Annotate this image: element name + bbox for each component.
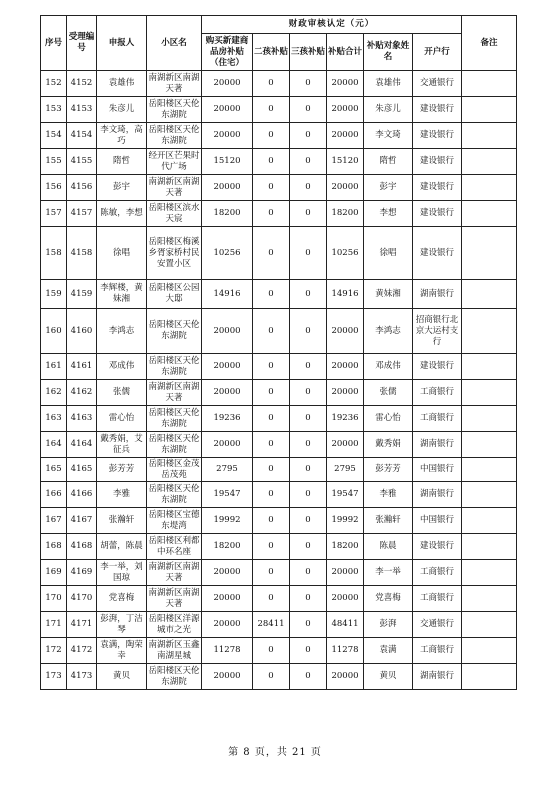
row-recipient: 李文琦 <box>364 123 413 149</box>
row-recipient: 彭芳芳 <box>364 458 413 482</box>
row-remark <box>462 534 517 560</box>
row-accept-no: 4156 <box>67 175 97 201</box>
row-third-child: 0 <box>290 458 327 482</box>
row-accept-no: 4169 <box>67 560 97 586</box>
row-new-house-subsidy: 10256 <box>202 227 253 280</box>
row-bank: 工商银行 <box>413 586 462 612</box>
row-applicant: 张瀚轩 <box>97 508 147 534</box>
row-remark <box>462 354 517 380</box>
row-total: 20000 <box>327 560 364 586</box>
row-bank: 招商银行北京大运村支行 <box>413 309 462 354</box>
row-accept-no: 4168 <box>67 534 97 560</box>
row-seq: 157 <box>41 201 67 227</box>
row-bank: 建设银行 <box>413 149 462 175</box>
row-second-child: 0 <box>253 458 290 482</box>
row-seq: 154 <box>41 123 67 149</box>
row-accept-no: 4157 <box>67 201 97 227</box>
row-applicant: 袁满，陶荣幸 <box>97 638 147 664</box>
row-third-child: 0 <box>290 309 327 354</box>
row-remark <box>462 560 517 586</box>
row-third-child: 0 <box>290 380 327 406</box>
row-community: 岳阳楼区利都中环名座 <box>147 534 202 560</box>
row-community: 南湖新区南湖天著 <box>147 380 202 406</box>
row-applicant: 党喜梅 <box>97 586 147 612</box>
row-total: 10256 <box>327 227 364 280</box>
table-row <box>41 201 517 227</box>
table-row <box>41 227 517 280</box>
row-total: 14916 <box>327 280 364 309</box>
row-third-child: 0 <box>290 432 327 458</box>
row-community: 岳阳楼区天伦东湖院 <box>147 309 202 354</box>
table-row <box>41 508 517 534</box>
row-community: 经开区芒果时代广场 <box>147 149 202 175</box>
row-total: 11278 <box>327 638 364 664</box>
row-third-child: 0 <box>290 508 327 534</box>
row-total: 2795 <box>327 458 364 482</box>
row-seq: 168 <box>41 534 67 560</box>
row-total: 20000 <box>327 175 364 201</box>
row-bank: 建设银行 <box>413 354 462 380</box>
header-remark: 备注 <box>462 16 517 71</box>
row-total: 20000 <box>327 309 364 354</box>
row-remark <box>462 280 517 309</box>
row-accept-no: 4152 <box>67 71 97 97</box>
row-community: 岳阳楼区天伦东湖院 <box>147 482 202 508</box>
row-new-house-subsidy: 20000 <box>202 380 253 406</box>
header-financial-review: 财政审核认定（元） <box>202 16 462 34</box>
row-accept-no: 4170 <box>67 586 97 612</box>
row-third-child: 0 <box>290 71 327 97</box>
row-remark <box>462 71 517 97</box>
row-seq: 167 <box>41 508 67 534</box>
row-recipient: 朱彦儿 <box>364 97 413 123</box>
table-row <box>41 309 517 354</box>
row-seq: 152 <box>41 71 67 97</box>
table-row <box>41 71 517 97</box>
table-row <box>41 280 517 309</box>
row-recipient: 黄贝 <box>364 664 413 690</box>
row-remark <box>462 149 517 175</box>
row-community: 南湖新区南湖天著 <box>147 586 202 612</box>
row-recipient: 袁满 <box>364 638 413 664</box>
row-recipient: 张儒 <box>364 380 413 406</box>
row-seq: 164 <box>41 432 67 458</box>
row-recipient: 李鸿志 <box>364 309 413 354</box>
row-community: 岳阳楼区天伦东湖院 <box>147 97 202 123</box>
table-row <box>41 534 517 560</box>
row-bank: 建设银行 <box>413 534 462 560</box>
table-row <box>41 97 517 123</box>
row-applicant: 彭宇 <box>97 175 147 201</box>
row-second-child: 0 <box>253 406 290 432</box>
row-community: 南湖新区南湖天著 <box>147 175 202 201</box>
row-seq: 155 <box>41 149 67 175</box>
row-community: 岳阳楼区宝德东堤湾 <box>147 508 202 534</box>
row-third-child: 0 <box>290 664 327 690</box>
row-remark <box>462 175 517 201</box>
row-community: 岳阳楼区洋源城市之光 <box>147 612 202 638</box>
row-applicant: 徐唱 <box>97 227 147 280</box>
row-recipient: 雷心怡 <box>364 406 413 432</box>
row-second-child: 0 <box>253 586 290 612</box>
row-new-house-subsidy: 15120 <box>202 149 253 175</box>
header-seq: 序号 <box>41 16 67 71</box>
header-new-house-subsidy: 购买新建商品房补贴（住宅） <box>202 34 253 71</box>
row-new-house-subsidy: 20000 <box>202 71 253 97</box>
row-remark <box>462 309 517 354</box>
row-total: 19236 <box>327 406 364 432</box>
row-recipient: 邓成伟 <box>364 354 413 380</box>
row-recipient: 戴秀娟 <box>364 432 413 458</box>
row-second-child: 0 <box>253 280 290 309</box>
row-community: 岳阳楼区天伦东湖院 <box>147 664 202 690</box>
row-new-house-subsidy: 11278 <box>202 638 253 664</box>
row-applicant: 雷心怡 <box>97 406 147 432</box>
row-new-house-subsidy: 14916 <box>202 280 253 309</box>
row-new-house-subsidy: 19992 <box>202 508 253 534</box>
row-second-child: 0 <box>253 123 290 149</box>
row-bank: 交通银行 <box>413 71 462 97</box>
row-applicant: 李鸿志 <box>97 309 147 354</box>
row-seq: 163 <box>41 406 67 432</box>
row-remark <box>462 638 517 664</box>
row-accept-no: 4160 <box>67 309 97 354</box>
row-remark <box>462 201 517 227</box>
row-applicant: 袁雄伟 <box>97 71 147 97</box>
row-bank: 建设银行 <box>413 201 462 227</box>
table-row <box>41 458 517 482</box>
row-total: 19547 <box>327 482 364 508</box>
row-accept-no: 4167 <box>67 508 97 534</box>
row-accept-no: 4173 <box>67 664 97 690</box>
row-recipient: 彭湃 <box>364 612 413 638</box>
row-remark <box>462 97 517 123</box>
row-applicant: 彭芳芳 <box>97 458 147 482</box>
table-row <box>41 638 517 664</box>
row-community: 岳阳楼区天伦东湖院 <box>147 406 202 432</box>
subsidy-table <box>40 15 517 690</box>
header-third-child: 三孩补贴 <box>290 34 327 71</box>
row-community: 岳阳楼区天伦东湖院 <box>147 123 202 149</box>
row-total: 20000 <box>327 71 364 97</box>
header-second-child: 二孩补贴 <box>253 34 290 71</box>
row-second-child: 0 <box>253 149 290 175</box>
row-applicant: 彭湃，丁洁琴 <box>97 612 147 638</box>
row-applicant: 李雅 <box>97 482 147 508</box>
row-second-child: 0 <box>253 534 290 560</box>
row-second-child: 0 <box>253 664 290 690</box>
row-seq: 156 <box>41 175 67 201</box>
row-third-child: 0 <box>290 612 327 638</box>
row-community: 岳阳楼区天伦东湖院 <box>147 354 202 380</box>
table-row <box>41 482 517 508</box>
row-accept-no: 4171 <box>67 612 97 638</box>
row-second-child: 0 <box>253 560 290 586</box>
row-applicant: 黄贝 <box>97 664 147 690</box>
row-total: 15120 <box>327 149 364 175</box>
row-total: 20000 <box>327 123 364 149</box>
row-third-child: 0 <box>290 534 327 560</box>
table-row <box>41 664 517 690</box>
row-recipient: 党喜梅 <box>364 586 413 612</box>
row-bank: 湖南银行 <box>413 664 462 690</box>
row-community: 南湖新区南湖天著 <box>147 560 202 586</box>
header-applicant: 申报人 <box>97 16 147 71</box>
row-remark <box>462 123 517 149</box>
row-recipient: 徐唱 <box>364 227 413 280</box>
row-applicant: 邓成伟 <box>97 354 147 380</box>
row-second-child: 0 <box>253 175 290 201</box>
row-total: 18200 <box>327 201 364 227</box>
row-second-child: 0 <box>253 380 290 406</box>
row-remark <box>462 458 517 482</box>
row-bank: 中国银行 <box>413 508 462 534</box>
row-third-child: 0 <box>290 560 327 586</box>
row-total: 19992 <box>327 508 364 534</box>
row-recipient: 陈晨 <box>364 534 413 560</box>
page-number: 第 8 页，共 21 页 <box>228 747 322 758</box>
row-new-house-subsidy: 19547 <box>202 482 253 508</box>
row-new-house-subsidy: 18200 <box>202 201 253 227</box>
row-applicant: 李一举，刘国琼 <box>97 560 147 586</box>
table-row <box>41 175 517 201</box>
row-community: 南湖新区玉鑫南湖星城 <box>147 638 202 664</box>
row-third-child: 0 <box>290 123 327 149</box>
row-accept-no: 4172 <box>67 638 97 664</box>
row-community: 岳阳楼区梅溪乡胥家桥村民安置小区 <box>147 227 202 280</box>
row-seq: 153 <box>41 97 67 123</box>
row-bank: 工商银行 <box>413 406 462 432</box>
row-new-house-subsidy: 20000 <box>202 354 253 380</box>
row-new-house-subsidy: 20000 <box>202 432 253 458</box>
row-total: 18200 <box>327 534 364 560</box>
row-third-child: 0 <box>290 586 327 612</box>
row-bank: 湖南银行 <box>413 482 462 508</box>
row-applicant: 张儒 <box>97 380 147 406</box>
row-remark <box>462 508 517 534</box>
header-total: 补贴合计 <box>327 34 364 71</box>
row-second-child: 0 <box>253 201 290 227</box>
table-row <box>41 406 517 432</box>
row-bank: 交通银行 <box>413 612 462 638</box>
row-remark <box>462 664 517 690</box>
row-seq: 170 <box>41 586 67 612</box>
row-new-house-subsidy: 20000 <box>202 97 253 123</box>
row-new-house-subsidy: 20000 <box>202 309 253 354</box>
row-third-child: 0 <box>290 354 327 380</box>
row-second-child: 28411 <box>253 612 290 638</box>
header-recipient: 补贴对象姓名 <box>364 34 413 71</box>
row-recipient: 黄妹湘 <box>364 280 413 309</box>
row-seq: 172 <box>41 638 67 664</box>
row-total: 20000 <box>327 380 364 406</box>
row-accept-no: 4163 <box>67 406 97 432</box>
row-community: 南湖新区南湖天著 <box>147 71 202 97</box>
row-new-house-subsidy: 19236 <box>202 406 253 432</box>
row-second-child: 0 <box>253 508 290 534</box>
header-community: 小区名 <box>147 16 202 71</box>
row-accept-no: 4164 <box>67 432 97 458</box>
row-recipient: 彭宇 <box>364 175 413 201</box>
row-second-child: 0 <box>253 309 290 354</box>
row-total: 20000 <box>327 586 364 612</box>
row-new-house-subsidy: 2795 <box>202 458 253 482</box>
row-remark <box>462 432 517 458</box>
row-seq: 158 <box>41 227 67 280</box>
table-row <box>41 612 517 638</box>
row-third-child: 0 <box>290 149 327 175</box>
row-second-child: 0 <box>253 354 290 380</box>
row-seq: 166 <box>41 482 67 508</box>
row-seq: 162 <box>41 380 67 406</box>
row-bank: 湖南银行 <box>413 280 462 309</box>
header-bank: 开户行 <box>413 34 462 71</box>
table-row <box>41 123 517 149</box>
row-bank: 工商银行 <box>413 380 462 406</box>
row-accept-no: 4165 <box>67 458 97 482</box>
row-recipient: 李想 <box>364 201 413 227</box>
row-total: 20000 <box>327 354 364 380</box>
row-second-child: 0 <box>253 432 290 458</box>
row-community: 岳阳楼区天伦东湖院 <box>147 432 202 458</box>
row-applicant: 陈敏，李想 <box>97 201 147 227</box>
row-third-child: 0 <box>290 201 327 227</box>
row-accept-no: 4158 <box>67 227 97 280</box>
row-remark <box>462 227 517 280</box>
row-applicant: 戴秀娟，艾征兵 <box>97 432 147 458</box>
row-recipient: 张瀚轩 <box>364 508 413 534</box>
row-bank: 建设银行 <box>413 123 462 149</box>
row-recipient: 李一举 <box>364 560 413 586</box>
table-row <box>41 149 517 175</box>
table-row <box>41 560 517 586</box>
row-remark <box>462 586 517 612</box>
row-new-house-subsidy: 20000 <box>202 612 253 638</box>
row-applicant: 李辉楼，黄妹湘 <box>97 280 147 309</box>
table-row <box>41 380 517 406</box>
row-third-child: 0 <box>290 227 327 280</box>
row-second-child: 0 <box>253 227 290 280</box>
row-third-child: 0 <box>290 482 327 508</box>
row-seq: 160 <box>41 309 67 354</box>
row-seq: 169 <box>41 560 67 586</box>
row-accept-no: 4161 <box>67 354 97 380</box>
row-seq: 159 <box>41 280 67 309</box>
row-applicant: 胡蕾，陈晨 <box>97 534 147 560</box>
row-seq: 173 <box>41 664 67 690</box>
row-third-child: 0 <box>290 97 327 123</box>
row-third-child: 0 <box>290 406 327 432</box>
table-row <box>41 432 517 458</box>
row-community: 岳阳楼区金茂岳茂苑 <box>148 458 200 480</box>
row-remark <box>462 612 517 638</box>
row-community: 岳阳楼区滨水天宸 <box>147 201 202 227</box>
row-accept-no: 4162 <box>67 380 97 406</box>
row-recipient: 李雅 <box>364 482 413 508</box>
row-remark <box>462 482 517 508</box>
row-bank: 建设银行 <box>413 227 462 280</box>
row-second-child: 0 <box>253 638 290 664</box>
row-bank: 工商银行 <box>413 560 462 586</box>
row-accept-no: 4155 <box>67 149 97 175</box>
row-third-child: 0 <box>290 638 327 664</box>
row-total: 20000 <box>327 432 364 458</box>
row-remark <box>462 380 517 406</box>
row-second-child: 0 <box>253 71 290 97</box>
row-seq: 161 <box>41 354 67 380</box>
row-bank: 中国银行 <box>413 458 462 482</box>
row-accept-no: 4153 <box>67 97 97 123</box>
row-recipient: 袁雄伟 <box>364 71 413 97</box>
table-row <box>41 354 517 380</box>
row-applicant: 朱彦儿 <box>97 97 147 123</box>
row-new-house-subsidy: 20000 <box>202 560 253 586</box>
row-total: 20000 <box>327 97 364 123</box>
row-new-house-subsidy: 20000 <box>202 664 253 690</box>
row-bank: 湖南银行 <box>413 432 462 458</box>
row-total: 48411 <box>327 612 364 638</box>
row-community: 岳阳楼区公园大邸 <box>147 280 202 309</box>
table-row <box>41 586 517 612</box>
row-accept-no: 4159 <box>67 280 97 309</box>
row-third-child: 0 <box>290 175 327 201</box>
row-remark <box>462 406 517 432</box>
row-new-house-subsidy: 20000 <box>202 175 253 201</box>
row-second-child: 0 <box>253 482 290 508</box>
row-bank: 工商银行 <box>413 638 462 664</box>
row-new-house-subsidy: 20000 <box>202 123 253 149</box>
row-accept-no: 4166 <box>67 482 97 508</box>
row-new-house-subsidy: 18200 <box>202 534 253 560</box>
row-seq: 171 <box>41 612 67 638</box>
row-seq: 165 <box>41 458 67 482</box>
row-total: 20000 <box>327 664 364 690</box>
row-bank: 建设银行 <box>413 97 462 123</box>
row-applicant: 李文琦，高巧 <box>97 123 147 149</box>
row-accept-no: 4154 <box>67 123 97 149</box>
row-recipient: 隋哲 <box>364 149 413 175</box>
row-new-house-subsidy: 20000 <box>202 586 253 612</box>
row-bank: 建设银行 <box>413 175 462 201</box>
row-applicant: 隋哲 <box>97 149 147 175</box>
row-third-child: 0 <box>290 280 327 309</box>
header-accept-no: 受理编号 <box>67 16 97 71</box>
row-second-child: 0 <box>253 97 290 123</box>
